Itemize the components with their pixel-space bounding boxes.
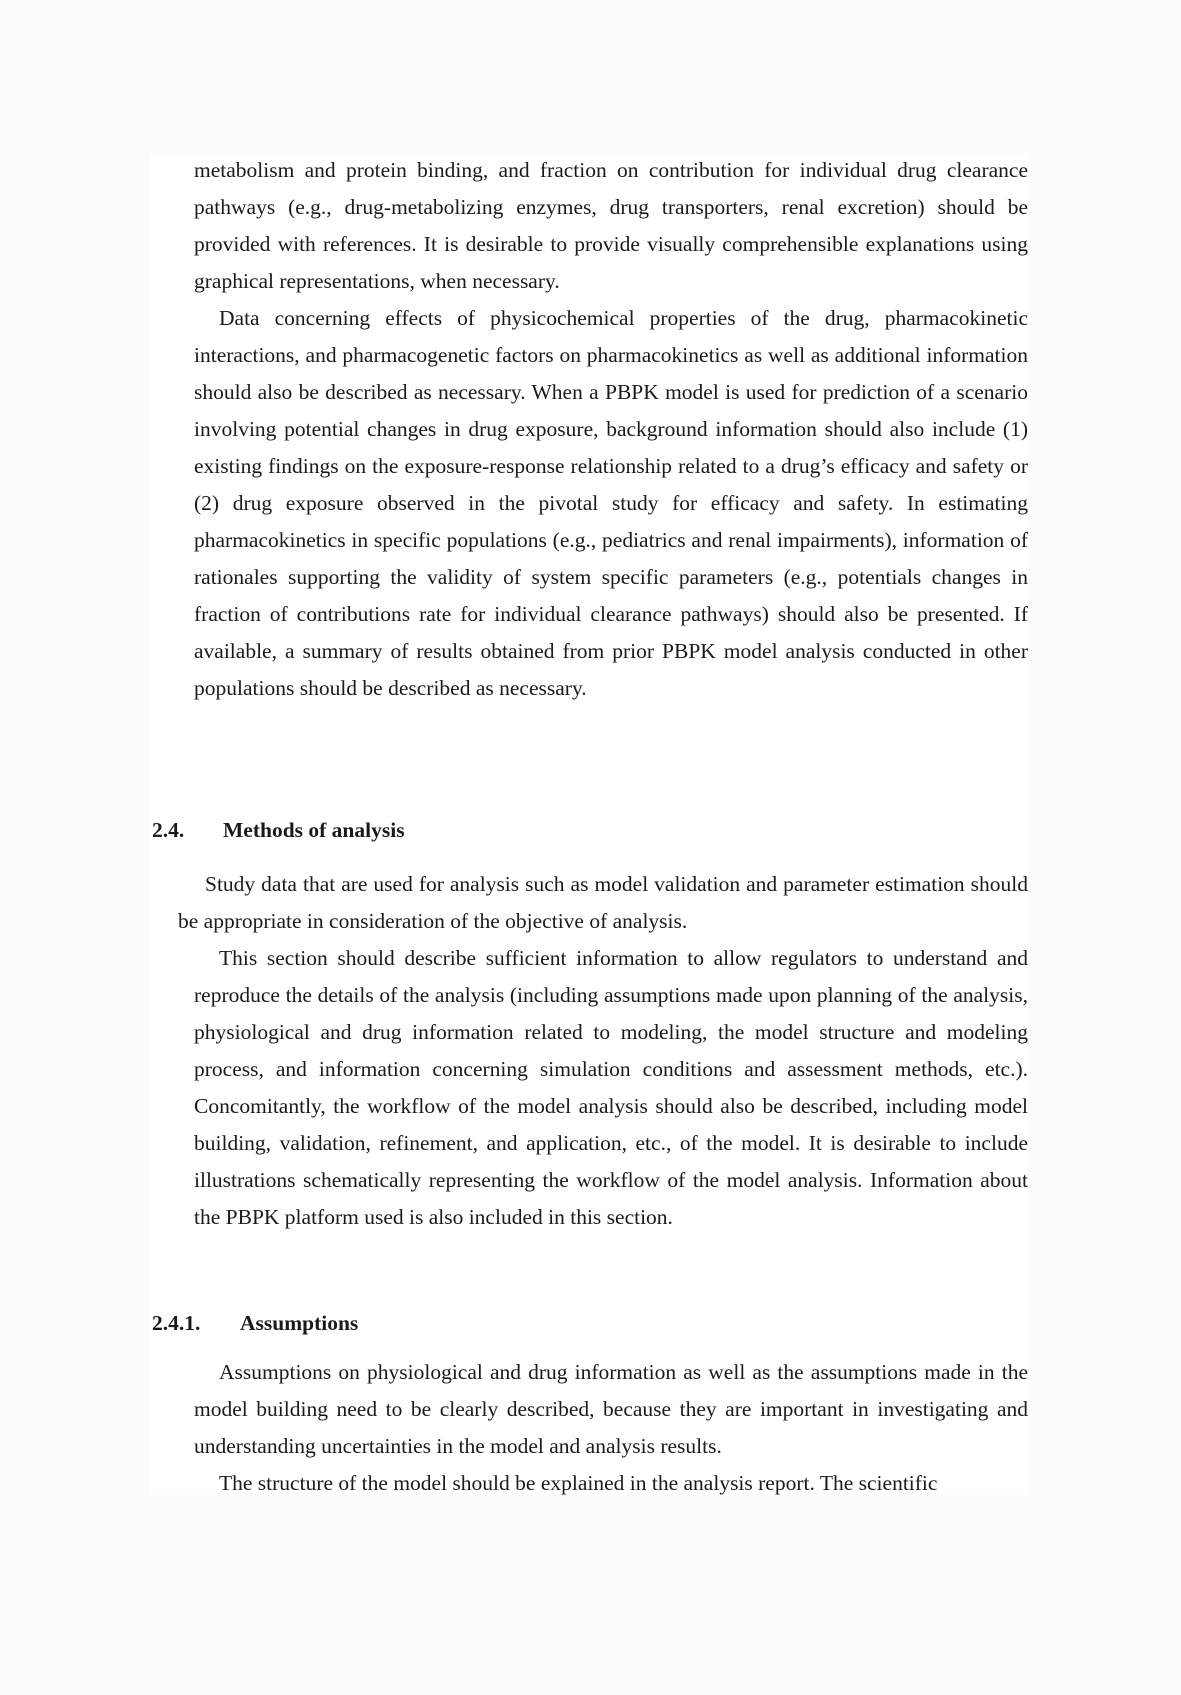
paragraph-assumptions: Assumptions on physiological and drug information as well as the assumptions made in the model building need to be clearly described, because they are important in investigating and understanding uncertainties in the model and analysis results. xyxy=(194,1360,1028,1458)
section-title: Assumptions xyxy=(240,1311,359,1335)
paragraph-model-structure: The structure of the model should be explained in the analysis report. The scientific xyxy=(219,1471,938,1495)
paragraph-continuation: metabolism and protein binding, and fraction on contribution for individual drug clearance pathways (e.g., drug-metabolizing enzymes, drug transporters, renal excretion) should be provided with references. It is desirable to provide visually comprehensible explanations using graphical representations, when necessary. xyxy=(194,158,1028,293)
section-number: 2.4. xyxy=(152,818,185,842)
section-heading-2-4-1 xyxy=(152,1311,358,1336)
section-heading-2-4 xyxy=(152,818,405,843)
section-number: 2.4.1. xyxy=(152,1311,201,1335)
section-title: Methods of analysis xyxy=(223,818,405,842)
paragraph-study-data: Study data that are used for analysis such as model validation and parameter estimation should be appropriate in consideration of the objective of analysis. xyxy=(178,872,1028,933)
paragraph-this-section: This section should describe sufficient information to allow regulators to understand and reproduce the details of the analysis (including assumptions made upon planning of the analysis, physiological and drug information related to modeling, the model structure and modeling process, and information concerning simulation conditions and assessment methods, etc.). Concomitantly, the workflow of the model analysis should also be described, including model building, validation, refinement, and application, etc., of the model. It is desirable to include illustrations schematically representing the workflow of the model analysis. Information about the PBPK platform used is also included in this section. xyxy=(194,946,1028,1229)
paragraph-data-concerning: Data concerning effects of physicochemical properties of the drug, pharmacokinetic interactions, and pharmacogenetic factors on pharmacokinetics as well as additional information should also be described as necessary. When a PBPK model is used for prediction of a scenario involving potential changes in drug exposure, background information should also include (1) existing findings on the exposure-response relationship related to a drug’s efficacy and safety or (2) drug exposure observed in the pivotal study for efficacy and safety. In estimating pharmacokinetics in specific populations (e.g., pediatrics and renal impairments), information of rationales supporting the validity of system specific parameters (e.g., potentials changes in fraction of contributions rate for individual clearance pathways) should also be presented. If available, a summary of results obtained from prior PBPK model analysis conducted in other populations should be described as necessary. xyxy=(194,306,1028,700)
